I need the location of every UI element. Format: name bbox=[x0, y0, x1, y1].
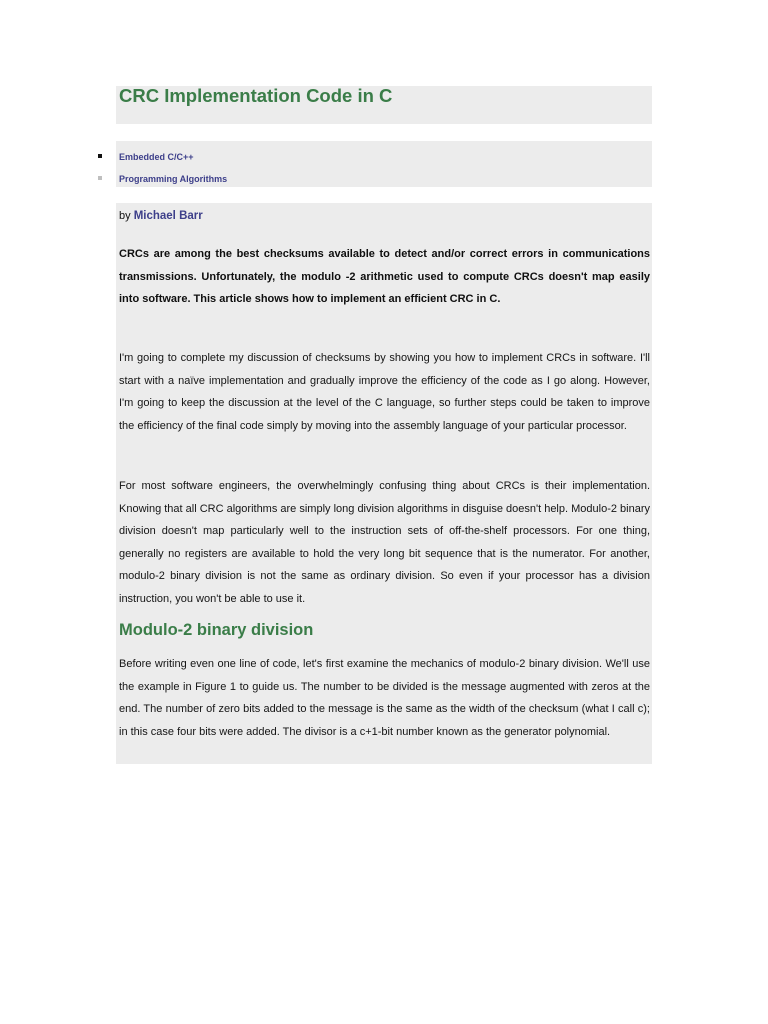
page-title: CRC Implementation Code in C bbox=[119, 85, 393, 106]
byline bbox=[119, 210, 203, 222]
article-abstract: CRCs are among the best checksums available to detect and/or correct errors in communications transmissions. Unfortunately, the modulo -2 arithmetic used to compute CRCs doesn't map easily into software. This article shows how to implement an efficient CRC in C. bbox=[119, 248, 650, 306]
category-link-algorithms[interactable]: Programming Algorithms bbox=[119, 174, 228, 184]
section-heading: Modulo-2 binary division bbox=[119, 621, 314, 639]
bullet-icon bbox=[98, 154, 102, 158]
section-paragraph-1: Before writing even one line of code, let's first examine the mechanics of modulo-2 binary division. We'll use the example in Figure 1 to guide us. The number to be divided is the message augmented with zeros at the end. The number of zero bits added to the message is the same as the width of the checksum (what I call c); in this case four bits were added. The divisor is a c+1-bit number known as the generator polynomial. bbox=[119, 658, 650, 738]
byline-prefix: by bbox=[119, 210, 131, 222]
body-paragraph-2: For most software engineers, the overwhelmingly confusing thing about CRCs is their implementation. Knowing that all CRC algorithms are simply long division algorithms in disguise doesn't help. Modulo-2 binary division doesn't map particularly well to the instruction sets of off-the-shelf processors. For one thing, generally no registers are available to hold the very long bit sequence that is the numerator. For another, modulo-2 binary division is not the same as ordinary division. So even if your processor has a division instruction, you won't be able to use it. bbox=[119, 480, 650, 605]
category-link-embedded[interactable]: Embedded C/C++ bbox=[119, 152, 194, 162]
body-paragraph-1: I'm going to complete my discussion of checksums by showing you how to implement CRCs in software. I'll start with a naïve implementation and gradually improve the efficiency of the code as I go along. However, I'm going to keep the discussion at the level of the C language, so further steps could be taken to improve the efficiency of the final code simply by moving into the assembly language of your particular processor. bbox=[119, 352, 650, 432]
author-link[interactable]: Michael Barr bbox=[133, 210, 203, 222]
bullet-icon bbox=[98, 176, 102, 180]
